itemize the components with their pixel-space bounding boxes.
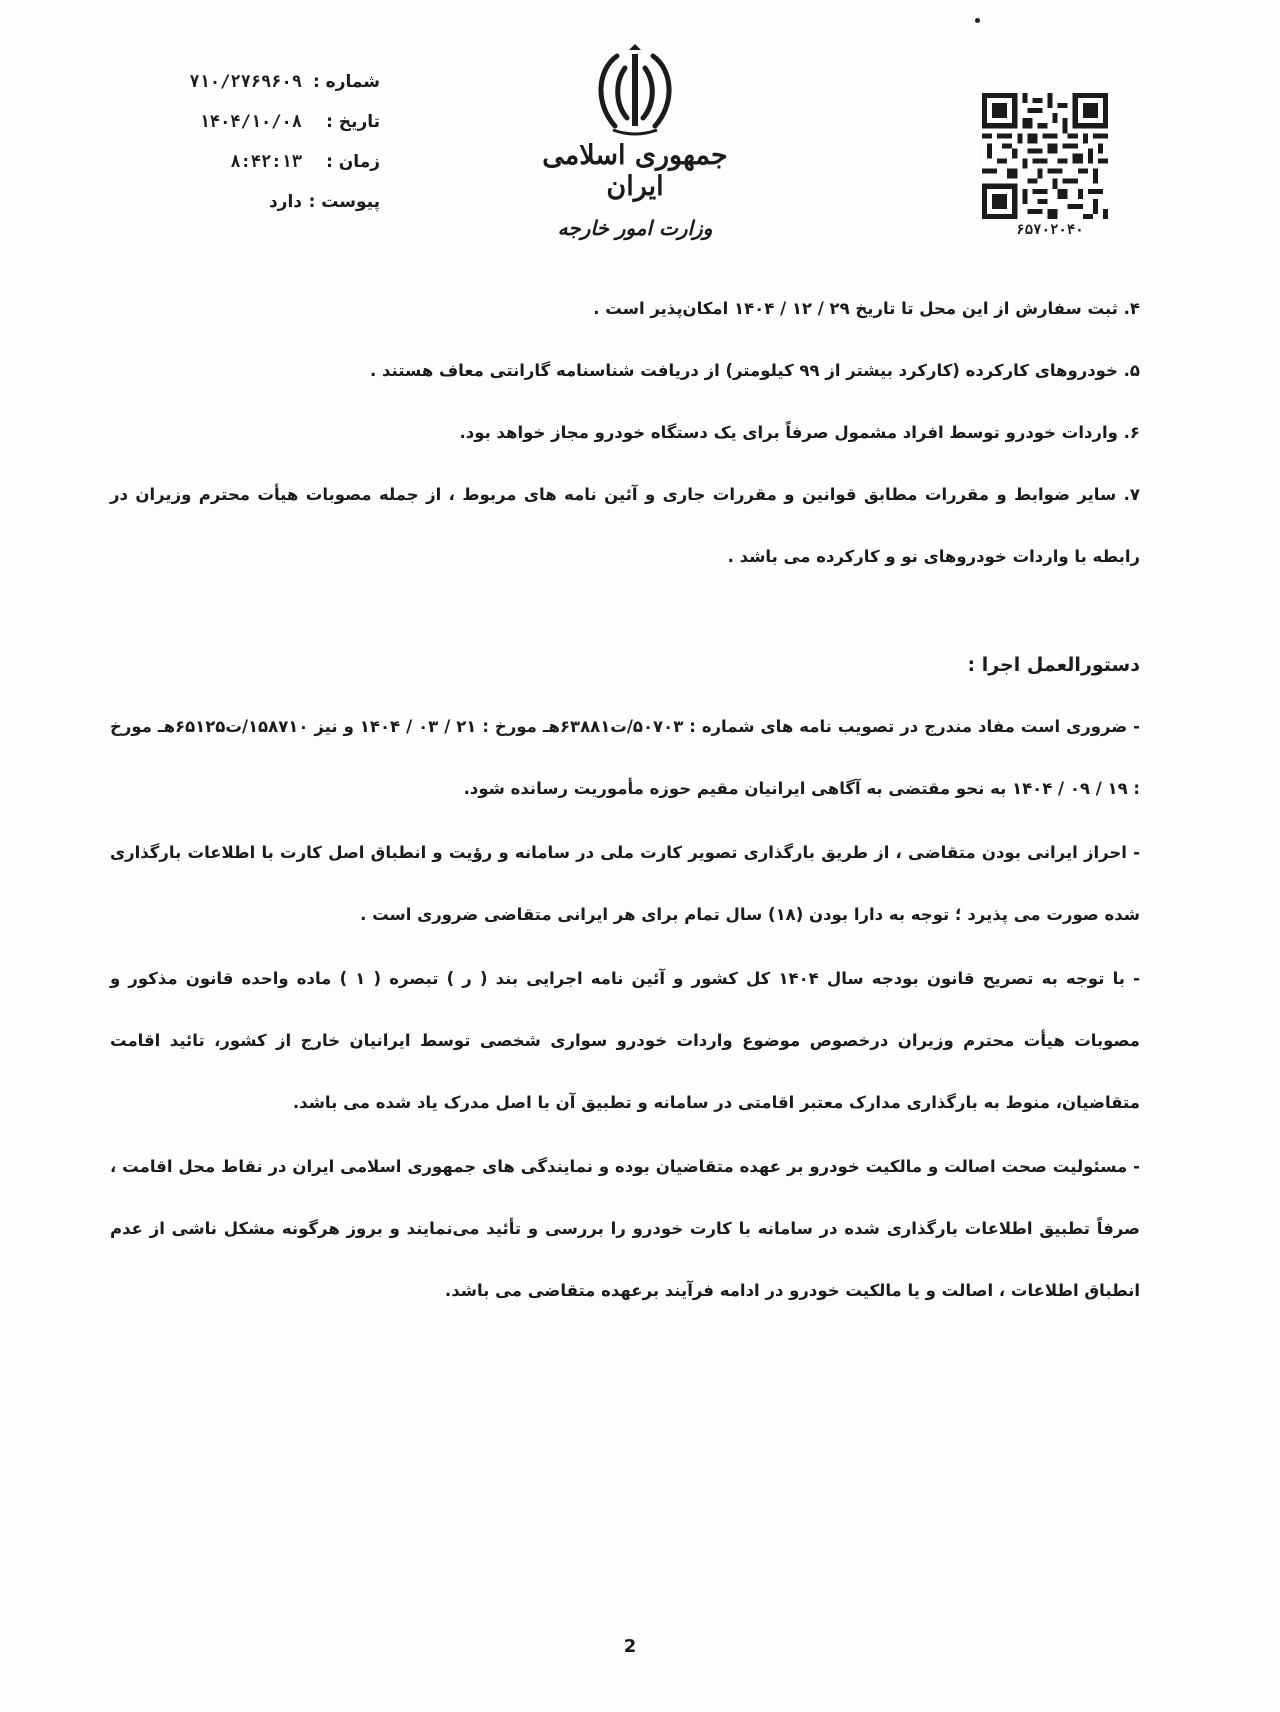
clause-6: ۶. واردات خودرو توسط افراد مشمول صرفاً برای یک دستگاه خودرو مجاز خواهد بود.	[459, 423, 1140, 442]
meta-row-time	[150, 152, 380, 192]
instruction-item: - ضروری است مفاد مندرج در تصویب نامه های شماره : ۵۰۷۰۳/ت۶۳۸۸۱هـ مورخ : ۲۱ / ۰۳ / ۱۴۰۴ و نیز ۱۵۸۷۱۰/ت۶۵۱۲۵هـ مورخ : ۱۹ / ۰۹ / ۱۴۰۴ به نحو مقتضی به آگاهی ایرانیان مقیم حوزه مأموریت رسانده شود.	[110, 717, 1141, 798]
clause-7: ۷. سایر ضوابط و مقررات مطابق قوانین و مقررات جاری و آئین نامه های مربوط ، از جمله مصوبات هیأت محترم وزیران در رابطه با واردات خودروهای نو و کارکرده می باشد .	[110, 485, 1140, 566]
meta-row-attachment	[150, 192, 380, 232]
meta-label-number: شماره :	[312, 72, 380, 92]
letter-meta	[150, 72, 380, 232]
instruction-item: - مسئولیت صحت اصالت و مالکیت خودرو بر عهده متقاضیان بوده و نمایندگی های جمهوری اسلامی ایران در نقاط محل اقامت ، صرفاً تطبیق اطلاعات بارگذاری شده در سامانه با کارت خودرو را بررسی و تأئید می‌نمایند و بروز هرگونه مشکل ناشی از عدم انطباق اطلاعات ، اصالت و یا مالکیت خودرو در ادامه فرآیند برعهده متقاضی می باشد.	[110, 1157, 1140, 1300]
qr-caption: ۶۵۷۰۲۰۴۰	[1016, 222, 1084, 238]
meta-label-date: تاریخ :	[326, 112, 380, 132]
scan-speck	[975, 18, 980, 23]
meta-value-attachment: دارد	[268, 192, 302, 212]
meta-label-attachment: پیوست :	[308, 192, 380, 212]
emblem-icon	[589, 42, 681, 138]
letter-body	[110, 278, 1140, 1324]
qr-code-icon	[982, 93, 1108, 219]
country-name: جمهوری اسلامی ایران	[542, 140, 728, 202]
instruction-item: - احراز ایرانی بودن متقاضی ، از طریق بارگذاری تصویر کارت ملی در سامانه و رؤیت و انطباق اصل کارت با اطلاعات بارگذاری شده صورت می پذیرد ؛ توجه به دارا بودن (۱۸) سال تمام برای هر ایرانی متقاضی ضروری است .	[110, 843, 1140, 924]
clause-5: ۵. خودروهای کارکرده (کارکرد بیشتر از ۹۹ کیلومتر) از دریافت شناسنامه گارانتی معاف هستند .	[370, 361, 1140, 380]
meta-value-date: ۱۴۰۴/۱۰/۰۸	[199, 112, 302, 132]
instruction-item: - با توجه به تصریح قانون بودجه سال ۱۴۰۴ کل کشور و آئین نامه اجرایی بند ( ر ) تبصره ( ۱ ) ماده واحده قانون مذکور و مصوبات هیأت محترم وزیران درخصوص موضوع واردات خودرو سواری شخصی توسط ایرانیان خارج از کشور، تائید اقامت متقاضیان، منوط به بارگذاری مدارک معتبر اقامتی در سامانه و تطبیق آن با اصل مدرک یاد شده می باشد.	[110, 969, 1140, 1112]
clause-4: ۴. ثبت سفارش از این محل تا تاریخ ۲۹ / ۱۲ / ۱۴۰۴ امکان‌پذیر است .	[593, 299, 1140, 318]
instructions-list	[110, 696, 1140, 1322]
ministry-name: وزارت امور خارجه	[557, 216, 713, 240]
meta-row-date	[150, 112, 380, 152]
instructions-title: دستورالعمل اجرا :	[967, 654, 1140, 676]
meta-label-time: زمان :	[326, 152, 380, 172]
page-number: 2	[623, 1636, 637, 1657]
meta-row-number	[150, 72, 380, 112]
letterhead	[520, 42, 750, 240]
meta-value-number: ۷۱۰/۲۷۶۹۶۰۹	[189, 72, 302, 92]
meta-value-time: ۸:۴۲:۱۳	[230, 152, 302, 172]
